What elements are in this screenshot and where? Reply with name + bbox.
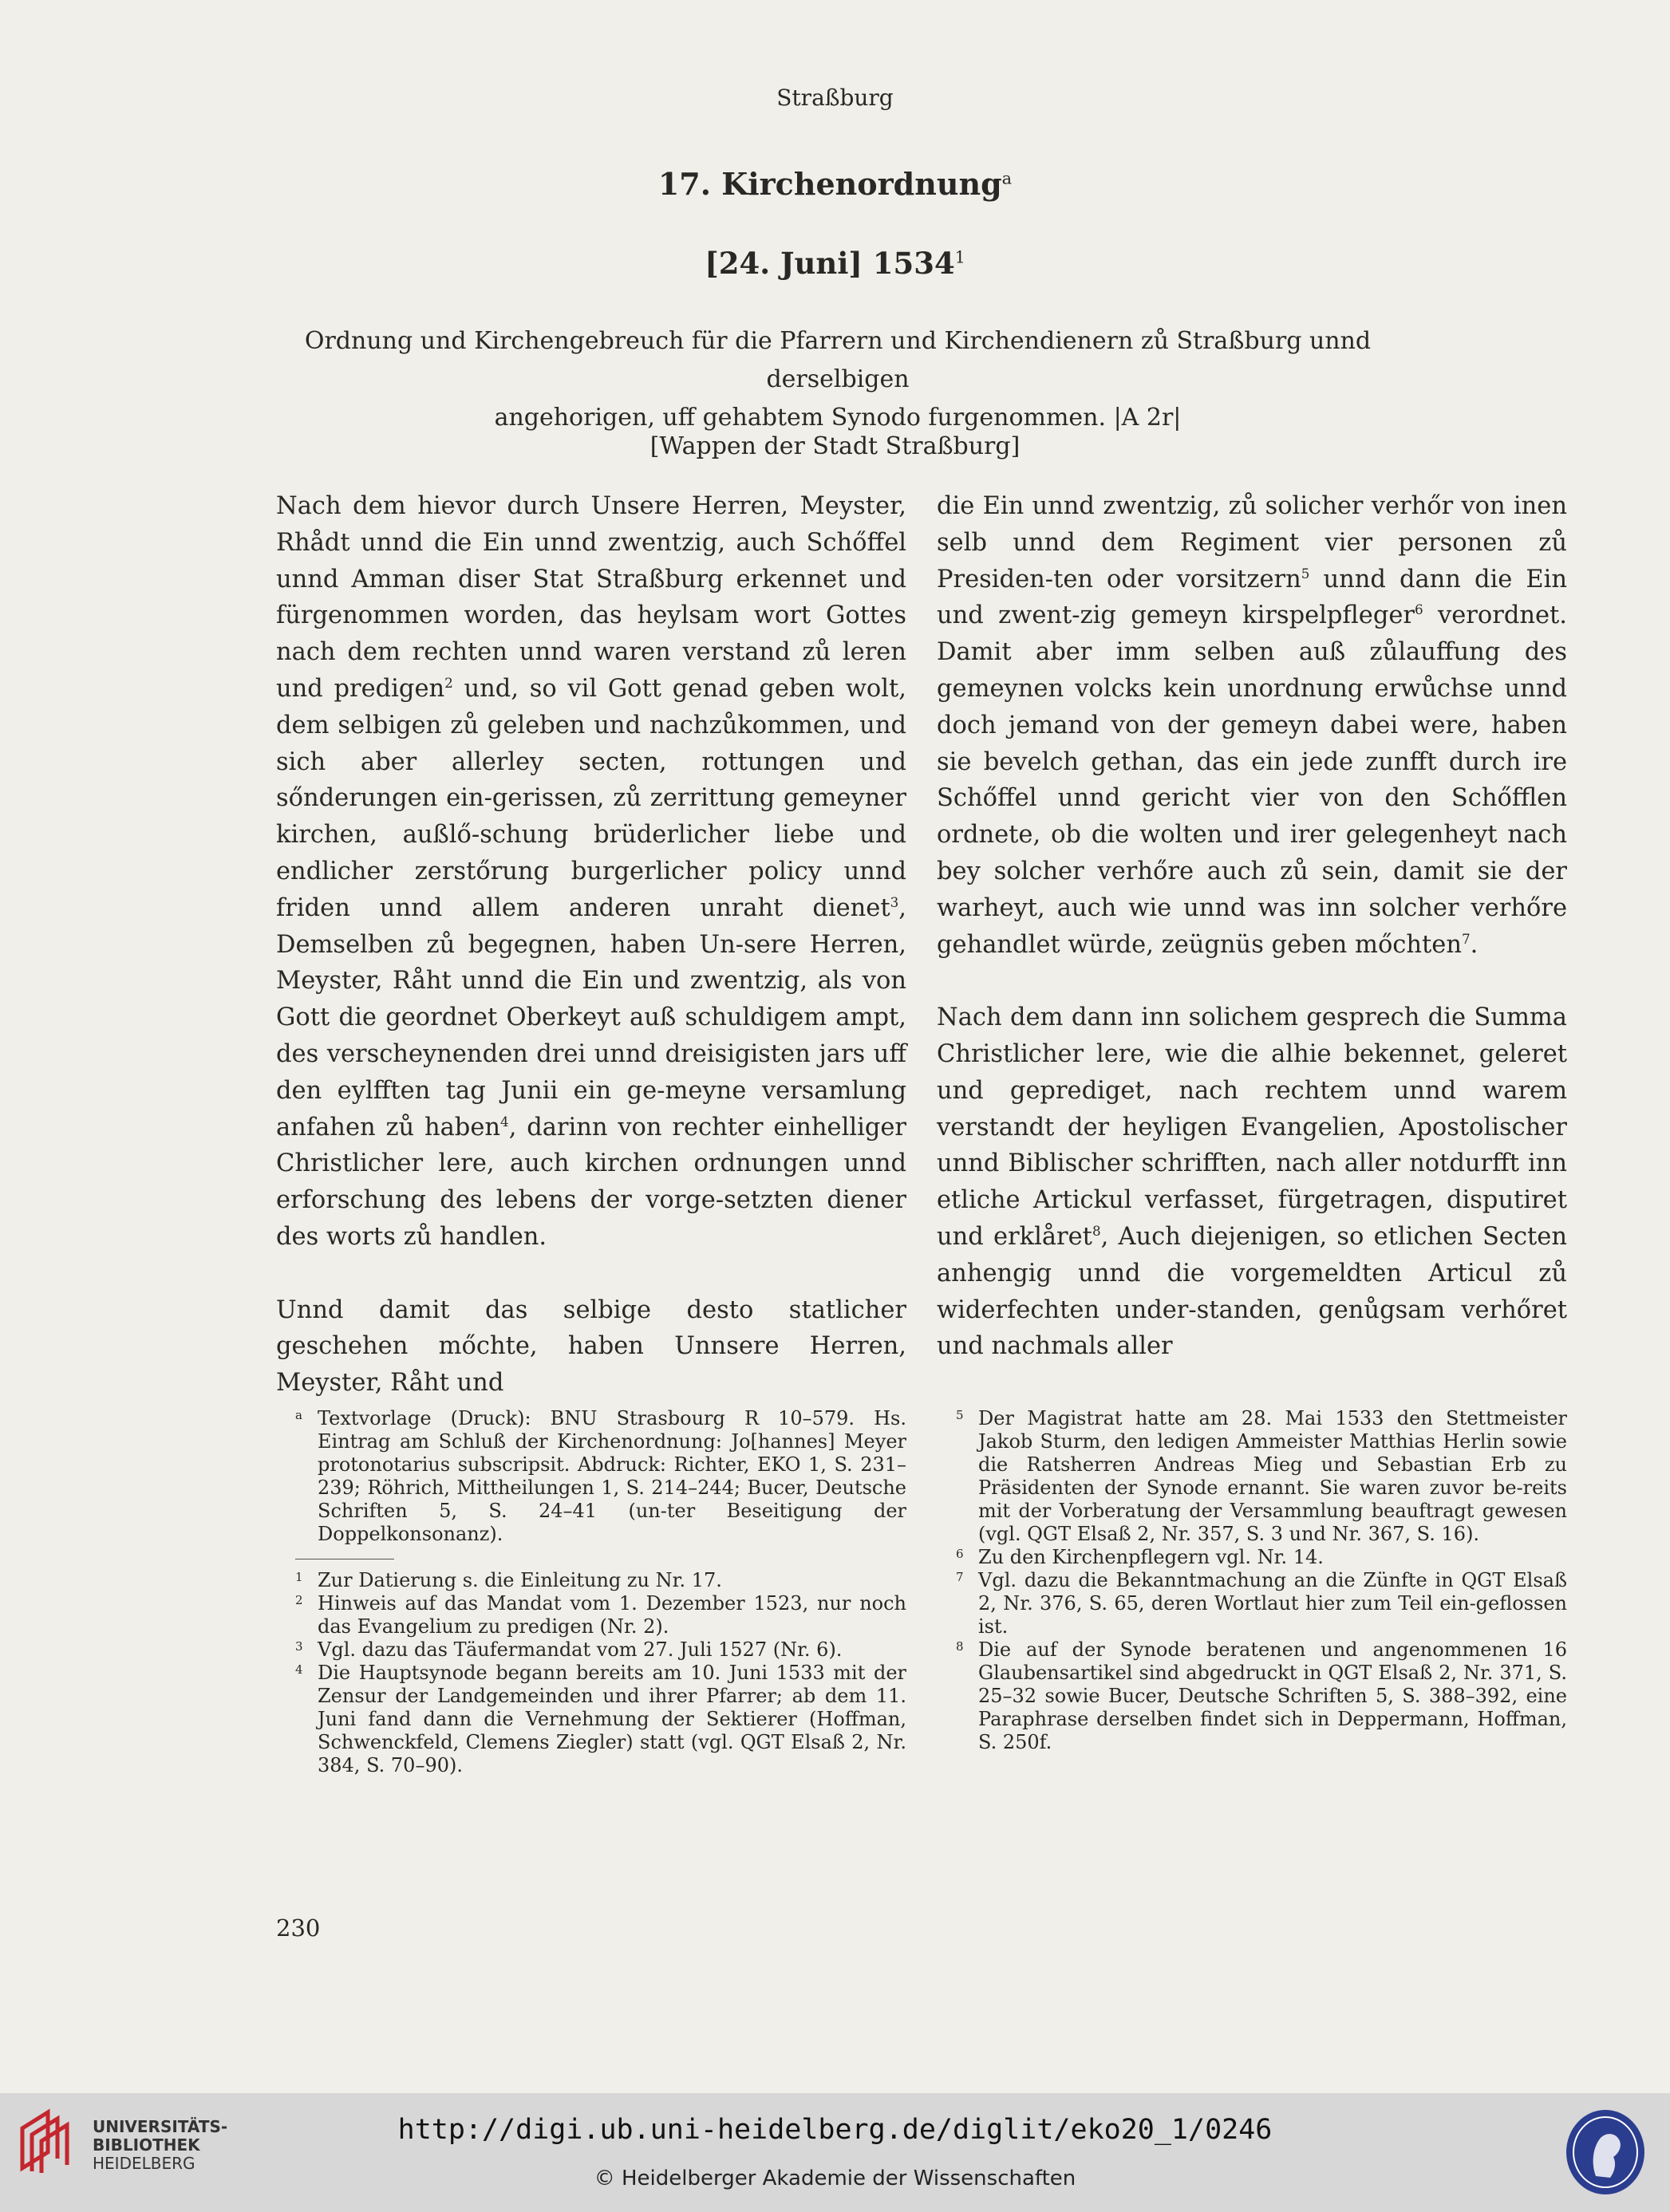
text-run: und, so vil Gott genad geben wolt, dem selbigen zů geleben und nachzůkommen, und sich aber allerley secten, rottungen und sőnderungen ein-gerissen, zů zerrittung gemeyner kirchen, außlő-schung brüderlicher liebe und endlicher zerstőrung burgerlicher policy unnd friden unnd allem anderen unraht dienet bbox=[276, 674, 907, 922]
footnote-ref: 2 bbox=[444, 674, 453, 691]
left-text-column bbox=[276, 488, 906, 1402]
footnote-mark: 6 bbox=[956, 1547, 964, 1561]
text-run: unnd dann die Ein und zwent-zig gemeyn kirspelpfleger bbox=[937, 565, 1567, 630]
right-text-column bbox=[937, 488, 1567, 1365]
running-head: Straßburg bbox=[776, 85, 894, 111]
copyright-notice: © Heidelberger Akademie der Wissenschaften bbox=[594, 2167, 1076, 2190]
paragraph bbox=[937, 1000, 1567, 1365]
paragraph: Unnd damit das selbige desto statlicher geschehen mőchte, haben Unnsere Herren, Meyster, Råht und bbox=[276, 1295, 906, 1398]
footnote-ref: 7 bbox=[1461, 930, 1471, 947]
paragraph bbox=[937, 488, 1567, 963]
library-name-line: HEIDELBERG bbox=[93, 2154, 195, 2173]
footnote-text: Hinweis auf das Mandat vom 1. Dezember 1523, nur noch das Evangelium zu predigen (Nr. 2). bbox=[318, 1592, 906, 1638]
footnote-mark: 1 bbox=[295, 1570, 303, 1584]
footnote-text: Zu den Kirchenpflegern vgl. Nr. 14. bbox=[978, 1546, 1324, 1568]
footnote bbox=[276, 1569, 906, 1592]
text-run: , darinn von rechter einhelliger Christlicher lere, auch kirchen ordnungen unnd erforschung des lebens der vorge-setzten diener des worts zů handlen. bbox=[276, 1113, 906, 1251]
footnote bbox=[937, 1569, 1567, 1638]
text-run: Nach dem hievor durch Unsere Herren, Meyster, Rhådt unnd die Ein unnd zwentzig, auch Schőffel unnd Amman diser Stat Straßburg erkennet und fürgenommen worden, das heylsam wort Gottes nach dem rechten unnd waren verstand zů leren und predigen bbox=[276, 492, 906, 703]
page-number: 230 bbox=[276, 1914, 321, 1942]
viewer-footer-bar bbox=[0, 2093, 1670, 2212]
footnote-text: Die auf der Synode beratenen und angenommenen 16 Glaubensartikel sind abgedruckt in QGT Elsaß 2, Nr. 371, S. 25–32 sowie Bucer, Deutsche Schriften 5, S. 388–392, eine Paraphrase derselben findet sich in Deppermann, Hoffman, S. 250f. bbox=[978, 1638, 1567, 1753]
footnote-ref: 8 bbox=[1092, 1222, 1101, 1239]
footnotes-left bbox=[276, 1407, 906, 1777]
footnote-ref: 3 bbox=[890, 893, 899, 910]
library-name-line: UNIVERSITÄTS- bbox=[93, 2117, 228, 2136]
footnote bbox=[276, 1592, 906, 1638]
text-run: verordnet. Damit aber imm selben auß zůlauffung des gemeynen volcks kein unordnung erwůchse unnd doch jemand von der gemeyn dabei were, haben sie bevelch gethan, das ein jede zunfft durch ire Schőffel unnd gericht vier von den Schőfflen ordnete, ob die wolten und irer gelegenheyt nach bey solcher verhőre auch zů sein, damit sie der warheyt, auch wie unnd was inn solcher verhőre gehandlet würde, zeügnüs geben mőchten bbox=[937, 601, 1567, 959]
footnote-mark: 8 bbox=[956, 1639, 964, 1654]
footnote-text: Textvorlage (Druck): BNU Strasbourg R 10–579. Hs. Eintrag am Schluß der Kirchenordnung: Jo[hannes] Meyer protonotarius subscripsit. Abdruck: Richter, EKO 1, S. 231–239; Röhrich, Mittheilungen 1, S. 214–244; Bucer, Deutsche Schriften 5, S. 24–41 (un-ter Beseitigung der Doppelkonsonanz). bbox=[318, 1407, 906, 1545]
footnote-text: Vgl. dazu die Bekanntmachung an die Zünfte in QGT Elsaß 2, Nr. 376, S. 65, deren Wortlaut hier zum Teil ein-geflossen ist. bbox=[978, 1569, 1567, 1638]
footnote-text: Der Magistrat hatte am 28. Mai 1533 den Stettmeister Jakob Sturm, den ledigen Ammeister Matthias Herlin sowie die Ratsherren Andreas Mieg und Sebastian Erb zu Präsidenten der Synode ernannt. Sie waren zuvor be-reits mit der Vorberatung der Versammlung beauftragt gewesen (vgl. QGT Elsaß 2, Nr. 357, S. 3 und Nr. 367, S. 16). bbox=[978, 1407, 1567, 1545]
footnote-mark: 5 bbox=[956, 1408, 964, 1422]
footnote-text: Die Hauptsynode begann bereits am 10. Juni 1533 mit der Zensur der Landgemeinden und ihrer Pfarrer; ab dem 11. Juni fand dann die Vernehmung der Sektierer (Hoffman, Schwenckfeld, Clemens Ziegler) statt (vgl. QGT Elsaß 2, Nr. 384, S. 70–90). bbox=[318, 1662, 906, 1776]
footnote bbox=[937, 1546, 1567, 1569]
date-note-mark: 1 bbox=[954, 247, 965, 267]
footnote-ref: 6 bbox=[1414, 601, 1423, 618]
footnote-text: Vgl. dazu das Täufermandat vom 27. Juli 1527 (Nr. 6). bbox=[318, 1638, 843, 1661]
footnote-mark: 2 bbox=[295, 1593, 303, 1607]
footnote bbox=[276, 1662, 906, 1777]
footnote bbox=[276, 1638, 906, 1662]
footnote-mark: 3 bbox=[295, 1639, 303, 1654]
document-title bbox=[0, 166, 1670, 202]
title-text: 17. Kirchenordnung bbox=[657, 166, 1002, 202]
footnote-ref: 4 bbox=[500, 1113, 509, 1130]
text-run: die Ein unnd zwentzig, zů solicher verhőr von inen selb unnd dem Regiment vier personen zů Presiden-ten oder vorsitzern bbox=[937, 492, 1567, 593]
text-run: , Demselben zů begegnen, haben Un-sere Herren, Meyster, Råht unnd die Ein und zwentzig, als von Gott die geordnet Oberkeyt auß schuldigem ampt, des verscheynenden drei unnd dreisigisten jars uff den eylfften tag Junii ein ge-meyne versamlung anfahen zů haben bbox=[276, 893, 906, 1141]
intro-line: angehorigen, uff gehabtem Synodo furgenommen. |A 2r| bbox=[494, 404, 1182, 432]
coat-of-arms-note: [Wappen der Stadt Straßburg] bbox=[649, 432, 1021, 460]
permalink-url[interactable]: http://digi.ub.uni-heidelberg.de/diglit/eko20_1/0246 bbox=[397, 2114, 1273, 2146]
date-text: [24. Juni] 1534 bbox=[705, 246, 955, 281]
academy-seal-icon[interactable] bbox=[1564, 2108, 1647, 2197]
footnote-text: Zur Datierung s. die Einleitung zu Nr. 17. bbox=[318, 1569, 722, 1591]
footnote bbox=[937, 1638, 1567, 1754]
library-name-line: BIBLIOTHEK bbox=[93, 2135, 200, 2155]
footnote bbox=[937, 1407, 1567, 1546]
footnotes-right bbox=[937, 1407, 1567, 1754]
document-date bbox=[0, 246, 1670, 281]
footnote-mark: 7 bbox=[956, 1570, 964, 1584]
footnote-mark: 4 bbox=[295, 1662, 303, 1677]
footnote-ref: 5 bbox=[1301, 565, 1310, 582]
paragraph bbox=[276, 488, 906, 1256]
text-run: . bbox=[1470, 930, 1479, 959]
intro-line: Ordnung und Kirchengebreuch für die Pfarrern und Kirchendienern zů Straßburg unnd derselbigen bbox=[304, 327, 1372, 393]
text-run: , Auch diejenigen, so etlichen Secten anhengig unnd die vorgemeldten Articul zů widerfechten under-standen, genůgsam verhőret und nachmals aller bbox=[937, 1222, 1567, 1361]
title-note-mark: a bbox=[1001, 168, 1013, 188]
intro-heading bbox=[271, 322, 1404, 437]
footnote-mark: a bbox=[295, 1408, 302, 1422]
text-run: Nach dem dann inn solichem gesprech die Summa Christlicher lere, wie die alhie bekennet, geleret und geprediget, nach rechtem unnd warem verstandt der heyligen Evangelien, Apostolischer unnd Biblischer schrifften, nach aller notdurfft inn etliche Artickul verfasset, fürgetragen, disputiret und erklåret bbox=[937, 1003, 1567, 1251]
footnote bbox=[276, 1407, 906, 1546]
